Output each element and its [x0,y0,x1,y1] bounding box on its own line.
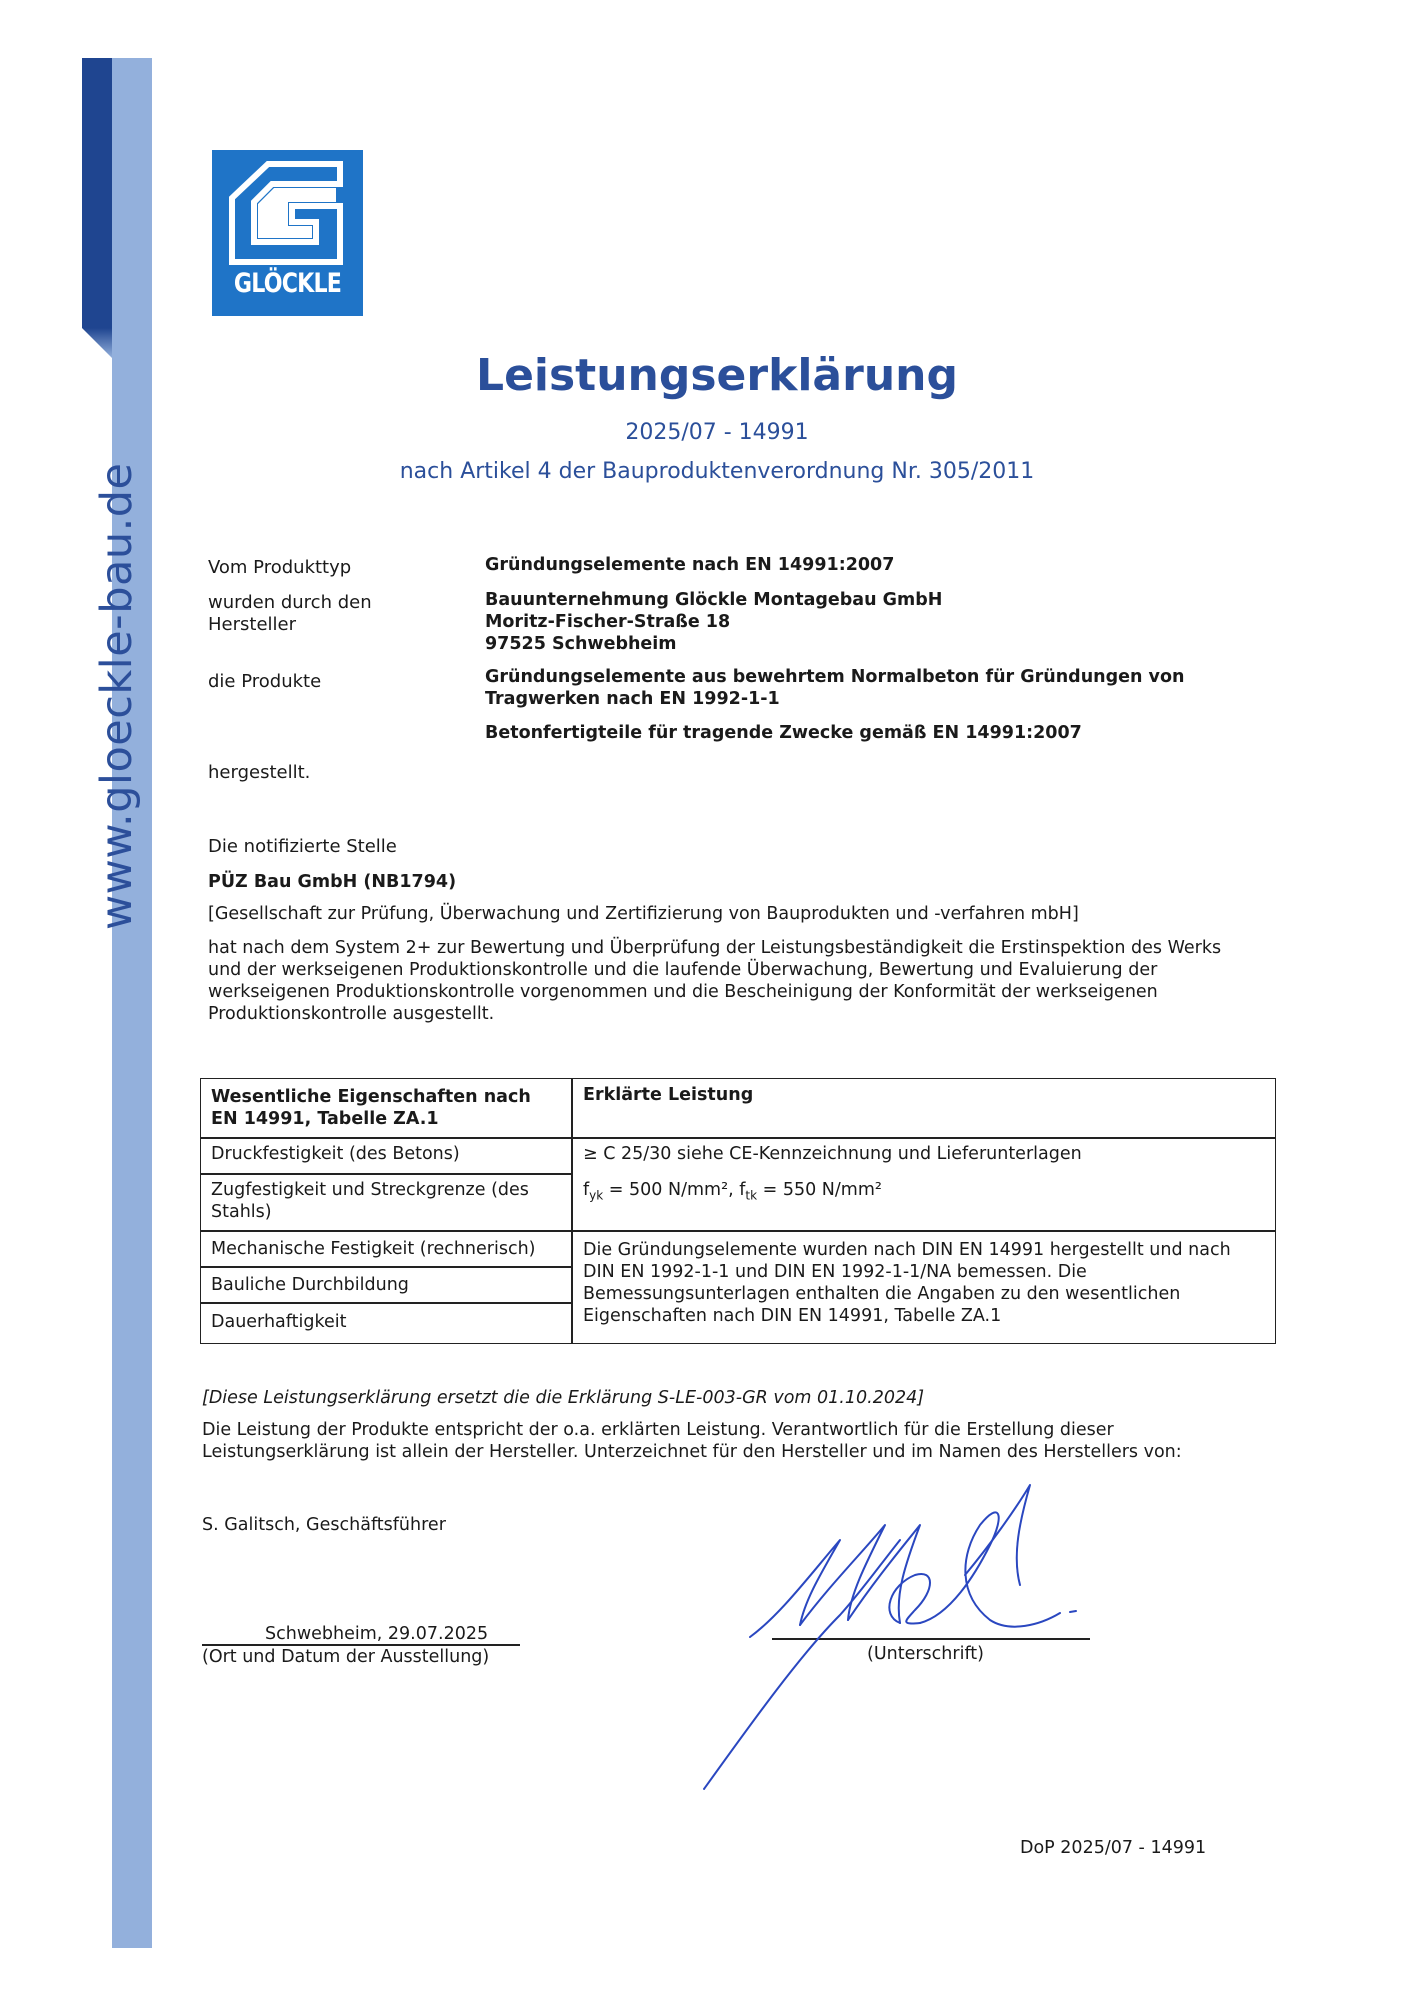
products-line-1: Gründungselemente aus bewehrtem Normalbeton für Gründungen von [485,667,1185,687]
table-merged-performance: Bemessungsunterlagen enthalten die Angaben zu den wesentlichen [583,1284,1181,1304]
manufacturer-street: Moritz-Fischer-Straße 18 [485,612,731,632]
replacement-note: [Diese Leistungserklärung ersetzt die die Erklärung S-LE-003-GR vom 01.10.2024] [202,1388,925,1408]
responsibility-statement: Die Leistung der Produkte entspricht der o.a. erklärten Leistung. Verantwortlich für die Erstellung dieser [202,1420,1114,1440]
table-header-right: Erklärte Leistung [583,1085,754,1105]
notified-body-full-name: [Gesellschaft zur Prüfung, Überwachung und Zertifizierung von Bauprodukten und -verfahren mbH] [208,904,1079,924]
notified-body-text-line: und der werkseigenen Produktionskontrolle und die laufende Überwachung, Bewertung und Evaluierung der [208,960,1158,980]
table-row-rule [201,1266,571,1268]
table-row-rule [571,1230,1275,1232]
table-header-left: Wesentliche Eigenschaften nach [211,1087,531,1107]
place-date-caption: (Ort und Datum der Ausstellung) [202,1647,490,1667]
manufacturer-name: Bauunternehmung Glöckle Montagebau GmbH [485,590,943,610]
table-header-rule [201,1137,1275,1139]
document-subtitle: nach Artikel 4 der Bauproduktenverordnung Nr. 305/2011 [399,459,1035,484]
declaration-closing: hergestellt. [208,762,311,783]
table-row-rule [201,1302,571,1304]
table-row-rule [201,1173,571,1175]
company-logo [212,150,363,316]
brand-strip-dark [82,58,112,328]
notified-body-label: Die notifizierte Stelle [208,836,397,857]
table-row-property: Druckfestigkeit (des Betons) [211,1144,460,1164]
performance-table [200,1078,1276,1344]
notified-body-text-line: werkseigenen Produktionskontrolle vorgenommen und die Bescheinigung der Konformität der werkseigenen [208,982,1158,1002]
page-title: Leistungserklärung [476,350,958,401]
document-number: 2025/07 - 14991 [625,420,809,445]
handwritten-signature [690,1465,1110,1805]
logo-wordmark: GLÖCKLE [233,268,342,299]
signatory-name: S. Galitsch, Geschäftsführer [202,1515,446,1535]
manufacturer-city: 97525 Schwebheim [485,634,677,654]
table-row-property: Stahls) [211,1202,272,1222]
responsibility-statement: Leistungserklärung ist allein der Hersteller. Unterzeichnet für den Hersteller und im Namen des Herstellers von: [202,1442,1182,1462]
table-merged-performance: DIN EN 1992-1-1 und DIN EN 1992-1-1/NA bemessen. Die [583,1262,1087,1282]
document-reference: DoP 2025/07 - 14991 [1020,1838,1207,1858]
table-divider [571,1079,573,1343]
table-merged-performance: Eigenschaften nach DIN EN 14991, Tabelle ZA.1 [583,1306,1002,1326]
brand-strip-light [112,58,152,1948]
product-type-label: Vom Produkttyp [208,557,352,578]
table-row-performance: ≥ C 25/30 siehe CE-Kennzeichnung und Lieferunterlagen [583,1144,1082,1164]
products-line-3: Betonfertigteile für tragende Zwecke gemäß EN 14991:2007 [485,723,1082,743]
table-row-property: Dauerhaftigkeit [211,1312,347,1332]
manufacturer-label-1: wurden durch den [208,592,372,613]
table-row-property: Zugfestigkeit und Streckgrenze (des [211,1180,529,1200]
table-header-left: EN 14991, Tabelle ZA.1 [211,1109,439,1129]
products-label: die Produkte [208,671,322,692]
notified-body-name: PÜZ Bau GmbH (NB1794) [208,872,457,892]
manufacturer-label-2: Hersteller [208,614,296,635]
notified-body-text-line: Produktionskontrolle ausgestellt. [208,1004,495,1024]
products-line-2: Tragwerken nach EN 1992-1-1 [485,689,780,709]
table-row-property: Bauliche Durchbildung [211,1275,409,1295]
table-merged-performance: Die Gründungselemente wurden nach DIN EN 14991 hergestellt und nach [583,1240,1231,1260]
product-type-value: Gründungselemente nach EN 14991:2007 [485,555,895,575]
table-row-performance: $f_{yk} = 500$ N/mm², $f_{tk} = 550$ N/mm² [583,1180,882,1203]
signature-caption: (Unterschrift) [867,1644,984,1664]
table-row-rule [201,1230,571,1232]
website-url: www.gloeckle-bau.de [92,462,142,930]
place-date: Schwebheim, 29.07.2025 [265,1624,489,1644]
table-row-property: Mechanische Festigkeit (rechnerisch) [211,1239,536,1259]
notified-body-text-line: hat nach dem System 2+ zur Bewertung und Überprüfung der Leistungsbeständigkeit die Erstinspektion des Werks [208,938,1222,958]
